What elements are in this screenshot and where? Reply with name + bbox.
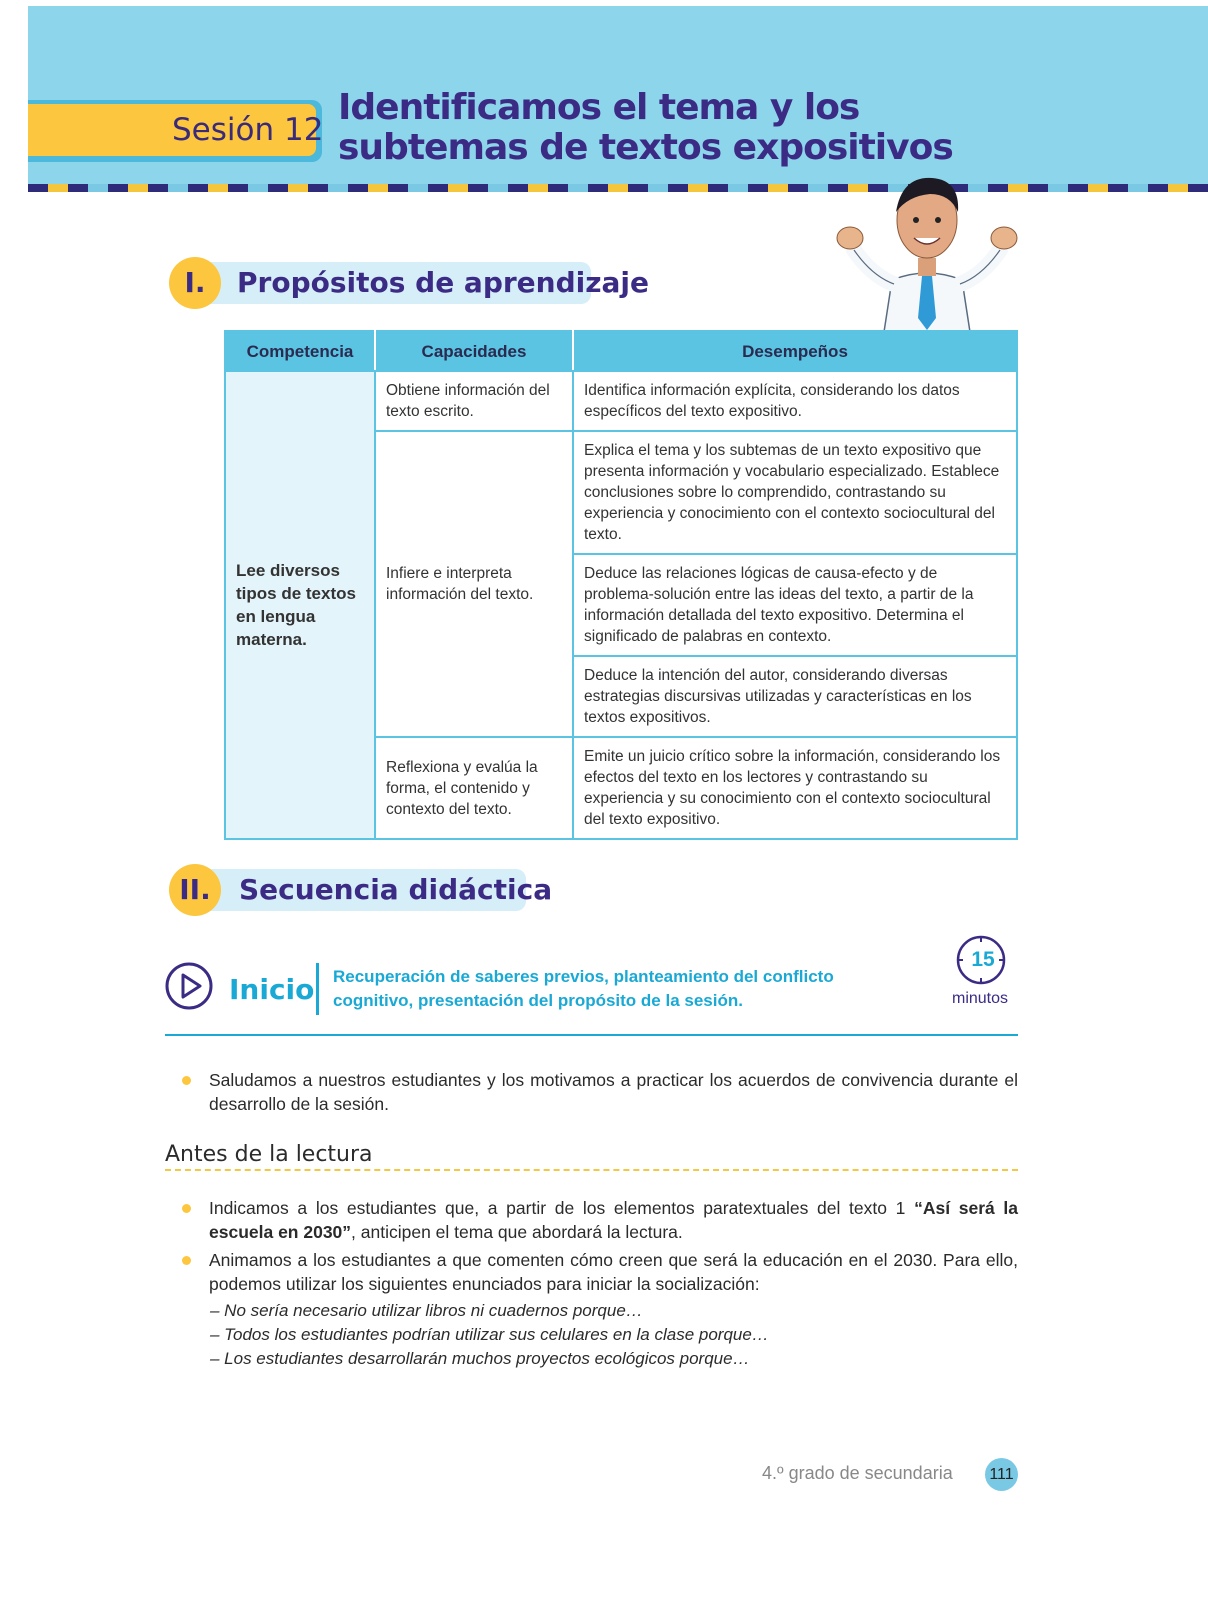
desempeno-cell: Deduce la intención del autor, considerando diversas estrategias discursivas utilizadas y características en los textos expositivos. [573, 656, 1017, 737]
header-stripe [28, 184, 1208, 192]
section1-numeral: I. [169, 257, 221, 309]
timer-value: 15 [971, 948, 995, 971]
table-header-capacidades: Capacidades [375, 331, 573, 371]
inicio-description: Recuperación de saberes previos, planteamiento del conflicto cognitivo, presentación del propósito de la sesión. [333, 967, 834, 1010]
bullet-text-part: , anticipen el tema que abordará la lectura. [351, 1222, 683, 1242]
inicio-divider [316, 963, 319, 1015]
subheading: Antes de la lectura [165, 1142, 373, 1167]
prompt-line: – Todos los estudiantes podrían utilizar sus celulares en la clase porque… [210, 1325, 769, 1344]
bullet-dot [182, 1204, 191, 1213]
timer-unit: minutos [951, 990, 1009, 1007]
page-number: 111 [985, 1458, 1018, 1491]
bullet-text: Saludamos a nuestros estudiantes y los motivamos a practicar los acuerdos de convivencia durante el desarrollo de la sesión. [209, 1070, 1018, 1114]
desempeno-cell: Emite un juicio crítico sobre la información, considerando los efectos del texto en los lectores y contrastando su experiencia y su conocimiento con el contexto sociocultural del texto expositivo. [573, 737, 1017, 839]
bullet-text [209, 1196, 1018, 1244]
section1-title: Propósitos de aprendizaje [237, 266, 650, 299]
prompt-line: – Los estudiantes desarrollarán muchos proyectos ecológicos porque… [210, 1349, 750, 1368]
section2-title: Secuencia didáctica [239, 873, 553, 906]
subheading-rule [165, 1169, 1018, 1171]
bullet-dot [182, 1076, 191, 1085]
purposes-table [224, 330, 1018, 840]
desempeno-cell: Deduce las relaciones lógicas de causa-efecto y de problema-solución entre las ideas del texto, a partir de la información detallada del texto expositivo. Determina el significado de palabras en contexto. [573, 554, 1017, 656]
capacidad-cell: Obtiene información del texto escrito. [375, 371, 573, 431]
section2-numeral: II. [169, 864, 221, 916]
capacidad-cell: Infiere e interpreta información del texto. [375, 431, 573, 737]
bullet-text-bold: “Así será la escuela en 2030” [209, 1198, 1019, 1242]
bullet-text: Animamos a los estudiantes a que comenten cómo creen que será la educación en el 2030. Para ello, podemos utilizar los siguientes enunciados para iniciar la socialización: [209, 1250, 1018, 1294]
table-header-desempenos: Desempeños [573, 331, 1017, 371]
bullet-dot [182, 1256, 191, 1265]
teacher-illustration [832, 168, 1022, 332]
page-title: Identificamos el tema y los subtemas de textos expositivos [338, 87, 953, 168]
table-header-competencia: Competencia [225, 331, 375, 371]
play-icon [165, 962, 213, 1010]
desempeno-cell: Identifica información explícita, considerando los datos específicos del texto expositivo. [573, 371, 1017, 431]
inicio-label: Inicio [229, 973, 315, 1006]
inicio-rule [165, 1034, 1018, 1036]
prompt-line: – No sería necesario utilizar libros ni cuadernos porque… [210, 1301, 643, 1320]
footer-grade: 4.º grado de secundaria [762, 1463, 953, 1483]
session-label: Sesión 12 [172, 112, 324, 148]
competencia-cell: Lee diversos tipos de textos en lengua materna. [225, 371, 375, 839]
capacidad-cell: Reflexiona y evalúa la forma, el contenido y contexto del texto. [375, 737, 573, 839]
desempeno-cell: Explica el tema y los subtemas de un texto expositivo que presenta información y vocabulario especializado. Establece conclusiones sobre lo comprendido, contrastando su experiencia y conocimiento con el contexto sociocultural del texto. [573, 431, 1017, 554]
bullet-text-part: Indicamos a los estudiantes que, a partir de los elementos paratextuales del texto 1 [209, 1198, 915, 1218]
